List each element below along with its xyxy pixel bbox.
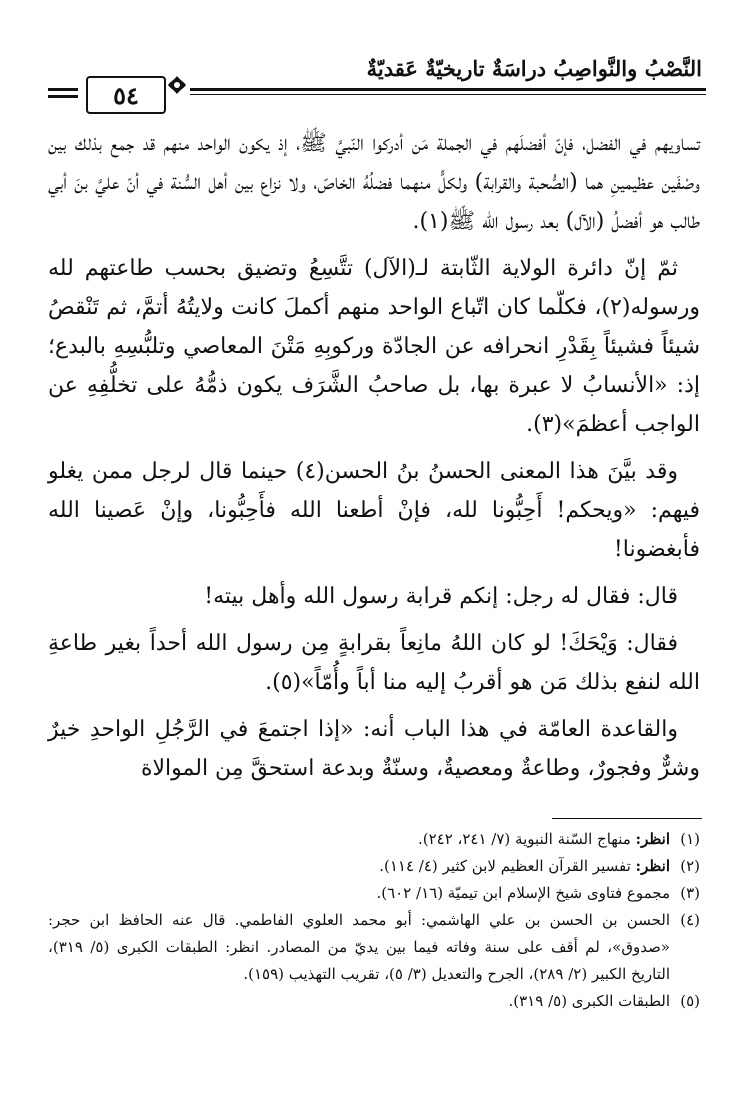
footnote-text [48,853,670,880]
header-rule-thin [190,94,706,95]
header-rule [190,88,706,91]
footnote-lead: انظر: [635,830,670,848]
footnote-lead: انظر: [635,857,670,875]
footnote [48,988,700,1015]
page-number: ٥٤ [86,76,166,114]
paragraph: ثمّ إنّ دائرة الولاية الثّابتة لـ(الآل) تتَّسِعُ وتضيق بحسب طاعتهم لله ورسوله(٢)، فكلّما كان اتّباع الواحد منهم أكملَ كانت ولايتُهُ أتمَّ، ثم تَنْقصُ شيئاً فشيئاً بِقَدْرِ انحرافه عن الجادّة وركوبِهِ مَتْنَ المعاصي وتلبُّسِهِ بالبدع؛ إذ: «الأنسابُ لا عبرة بها، بل صاحبُ الشَّرَف يكون ذمُّهُ على تخلُّفِهِ عن الواجب أعظمَ»(٣). [48,256,700,437]
footnote [48,907,700,988]
footnote [48,826,700,853]
footnote [48,880,700,907]
paragraph: فقال: وَيْحَكَ! لو كان اللهُ مانِعاً بقرابةٍ مِن رسول الله أحداً بغير طاعةِ الله لنفع بذلك مَن هو أقربُ إليه منا أباً وأُمّاً»(٥). [48,631,700,695]
footnote-body: الطبقات الكبرى (٥/ ٣١٩). [508,992,670,1010]
paragraph: قال: فقال له رجل: إنكم قرابة رسول الله وأهل بيته! [204,584,678,609]
footnote [48,853,700,880]
running-title: النَّصْبُ والنَّواصِبُ دراسَةٌ تاريخيّةٌ عَقديّةٌ [366,56,702,81]
footnote-number: (٤) [680,911,700,929]
footnote-body: منهاج السّنة النبوية (٧/ ٢٤١، ٢٤٢). [417,830,636,848]
main-text [48,124,700,796]
footnote-separator [552,818,702,819]
footnote-text [48,907,670,988]
paragraph: تساويهم في الفضل، فإنّ أفضلَهم في الجملة مَن أدركوا النّبيَّ ﷺ، إذ يكون الواحد منهم قد جمع بذلك بين وصْفَين عظيمينِ هما (الصُّحبة والقرابة) ولكلٍّ منهما فضلُهُ الخاصّ، ولا نزاع بين أهل السُّنة في أنّ عليَّ بنَ أبي طالب هو أفضلُ (الآل) بعد رسول الله ﷺ(١). [48,131,700,234]
paragraph: وقد بيَّنَ هذا المعنى الحسنُ بنُ الحسن(٤) حينما قال لرجل ممن يغلو فيهم: «ويحكم! أَحِبُّونا لله، فإنْ أطعنا الله فأَحِبُّونا، وإنْ عَصينا الله فأبغضونا! [48,459,700,562]
footnote-number: (٥) [680,992,700,1010]
footnote-text [48,826,670,853]
footnotes [48,826,700,1015]
footnote-number: (٣) [680,884,700,902]
footnote-number: (٢) [680,857,700,875]
footnote-body: الحسن بن الحسن بن علي الهاشمي: أبو محمد العلوي الفاطمي. قال عنه الحافظ ابن حجر: «صدوق»، لم أقف على سنة وفاته فيما بين يديّ من المصادر. انظر: الطبقات الكبرى (٥/ ٣١٩)، التاريخ الكبير (٢/ ٢٨٩)، الجرح والتعديل (٣/ ٥)، تقريب التهذيب (١٥٩). [48,911,670,983]
footnote-text [48,880,670,907]
footnote-body: تفسير القرآن العظيم لابن كثير (٤/ ١١٤). [379,857,636,875]
paragraph: والقاعدة العامّة في هذا الباب أنه: «إذا اجتمعَ في الرَّجُلِ الواحدِ خيرٌ وشرٌّ وفجورٌ، وطاعةٌ ومعصيةٌ، وسنّةٌ وبدعة استحقَّ مِن الموالاة [48,717,700,781]
footnote-number: (١) [680,830,700,848]
footnote-text [48,988,670,1015]
ornament-icon [166,74,188,96]
page-header [40,52,706,116]
footnote-body: مجموع فتاوى شيخ الإسلام ابن تيميّة (١٦/ ٦٠٢). [376,884,670,902]
ornament-icon [46,82,80,104]
